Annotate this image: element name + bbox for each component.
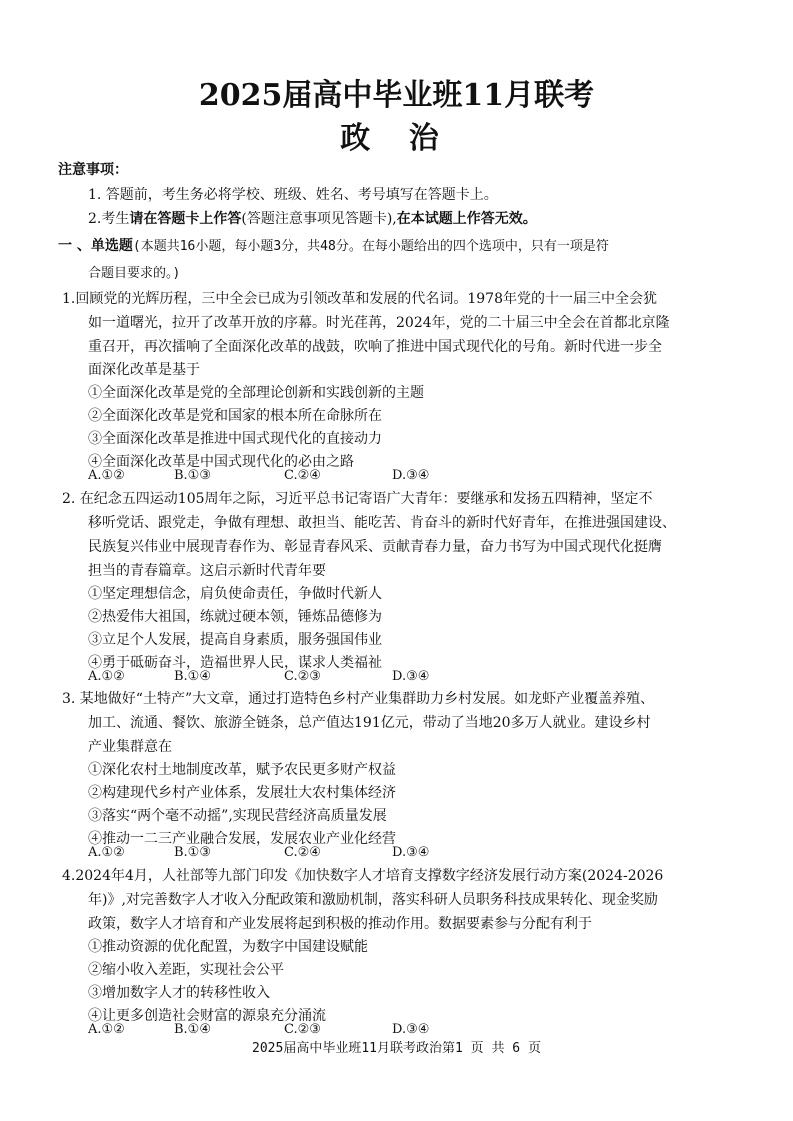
statement-item: ③全面深化改革是推进中国式现代化的直接动力 (88, 431, 382, 447)
question-line: 年)》,对完善数字人才收入分配政策和激励机制，落实科研人员职务科技成果转化、现金奖励 (88, 892, 658, 908)
option-b: B.①③ (174, 468, 211, 483)
option-b: B.①④ (174, 669, 211, 684)
option-d: D.③④ (392, 468, 430, 483)
section-heading (58, 235, 609, 255)
option-b: B.①③ (174, 845, 211, 860)
page-footer: 2025届高中毕业班11月联考政治第1 页 共 6 页 (252, 1041, 541, 1056)
question-line: 4.2024年4月，人社部等九部门印发《加快数字人才培育支撑数字经济发展行动方案(2024-2026 (62, 868, 664, 884)
question-line: 担当的青春篇章。这启示新时代青年要 (88, 563, 326, 579)
option-c: C.②④ (284, 468, 321, 483)
question-line: 加工、流通、餐饮、旅游全链条，总产值达191亿元，带动了当地20多万人就业。建设乡村 (88, 715, 651, 731)
section-desc-2: 合题目要求的。) (88, 266, 181, 281)
statement-item: ②热爱伟大祖国，练就过硬本领，锤炼品德修为 (88, 609, 382, 625)
statement-item: ③增加数字人才的转移性收入 (88, 985, 270, 1001)
question-line: 移听党话、跟党走，争做有理想、敢担当、能吃苦、肯奋斗的新时代好青年，在推进强国建设、 (88, 515, 676, 531)
section-desc-1: (本题共16小题，每小题3分，共48分。在每小题给出的四个选项中，只有一项是符 (132, 239, 609, 254)
option-c: C.②④ (284, 845, 321, 860)
statement-item: ②缩小收入差距，实现社会公平 (88, 962, 284, 978)
option-c: C.②③ (284, 669, 321, 684)
option-d: D.③④ (392, 669, 430, 684)
statement-item: ①推动资源的优化配置，为数字中国建设赋能 (88, 939, 368, 955)
question-line: 面深化改革是基于 (88, 362, 200, 378)
notice-item-2-paren: (答题注意事项见答题卡), (241, 211, 397, 227)
statement-item: ③立足个人发展，提高自身素质，服务强国伟业 (88, 632, 382, 648)
exam-title: 2025届高中毕业班11月联考 (198, 78, 595, 113)
subject-title: 政 治 (340, 121, 453, 156)
statement-item: ④全面深化改革是中国式现代化的必由之路 (88, 454, 354, 470)
option-d: D.③④ (392, 1022, 430, 1037)
question-line: 民族复兴伟业中展现青春作为、彰显青春风采、贡献青春力量，奋力书写为中国式现代化挺膺 (88, 539, 662, 555)
option-c: C.②③ (284, 1022, 321, 1037)
statement-item: ②构建现代乡村产业体系，发展壮大农村集体经济 (88, 785, 396, 801)
question-line: 重召开，再次擂响了全面深化改革的战鼓，吹响了推进中国式现代化的号角。新时代进一步全 (88, 339, 662, 355)
question-line: 如一道曙光，拉开了改革开放的序幕。时光荏苒，2024年，党的二十届三中全会在首都北京隆 (88, 315, 670, 331)
option-a: A.①② (88, 468, 125, 483)
section-label: 一 、单选题 (58, 238, 133, 254)
option-a: A.①② (88, 1022, 125, 1037)
question-line: 产业集群意在 (88, 739, 172, 755)
option-a: A.①② (88, 845, 125, 860)
question-line: 政策，数字人才培育和产业发展将起到积极的推动作用。数据要素参与分配有利于 (88, 916, 592, 932)
statement-item: ①全面深化改革是党的全部理论创新和实践创新的主题 (88, 385, 424, 401)
statement-item: ③落实“两个毫不动摇”,实现民营经济高质量发展 (88, 808, 387, 824)
statement-item: ①深化农村土地制度改革，赋予农民更多财产权益 (88, 762, 396, 778)
option-b: B.①④ (174, 1022, 211, 1037)
question-line: 2. 在纪念五四运动105周年之际，习近平总书记寄语广大青年：要继承和发扬五四精神，坚定不 (62, 491, 653, 507)
notice-item-2-warning: 在本试题上作答无效。 (396, 211, 537, 227)
notice-item-1: 1. 答题前，考生务必将学校、班级、姓名、考号填写在答题卡上。 (88, 187, 498, 203)
notice-heading: 注意事项： (58, 162, 128, 178)
statement-item: ④让更多创造社会财富的源泉充分涌流 (88, 1008, 326, 1024)
question-line: 1.回顾党的光辉历程，三中全会已成为引领改革和发展的代名词。1978年党的十一届三中全会犹 (62, 291, 657, 307)
statement-item: ①坚定理想信念，肩负使命责任，争做时代新人 (88, 586, 382, 602)
notice-item-2-bold: 请在答题卡上作答 (129, 211, 242, 227)
statement-item: ④勇于砥砺奋斗，造福世界人民，谋求人类福祉 (88, 655, 382, 671)
option-d: D.③④ (392, 845, 430, 860)
statement-item: ④推动一二三产业融合发展，发展农业产业化经营 (88, 831, 396, 847)
notice-item-2-prefix: 2.考生 (88, 211, 130, 227)
notice-item-2 (88, 210, 537, 228)
question-line: 3. 某地做好“土特产”大文章，通过打造特色乡村产业集群助力乡村发展。如龙虾产业覆盖养殖、 (62, 691, 655, 707)
option-a: A.①② (88, 669, 125, 684)
statement-item: ②全面深化改革是党和国家的根本所在命脉所在 (88, 408, 382, 424)
